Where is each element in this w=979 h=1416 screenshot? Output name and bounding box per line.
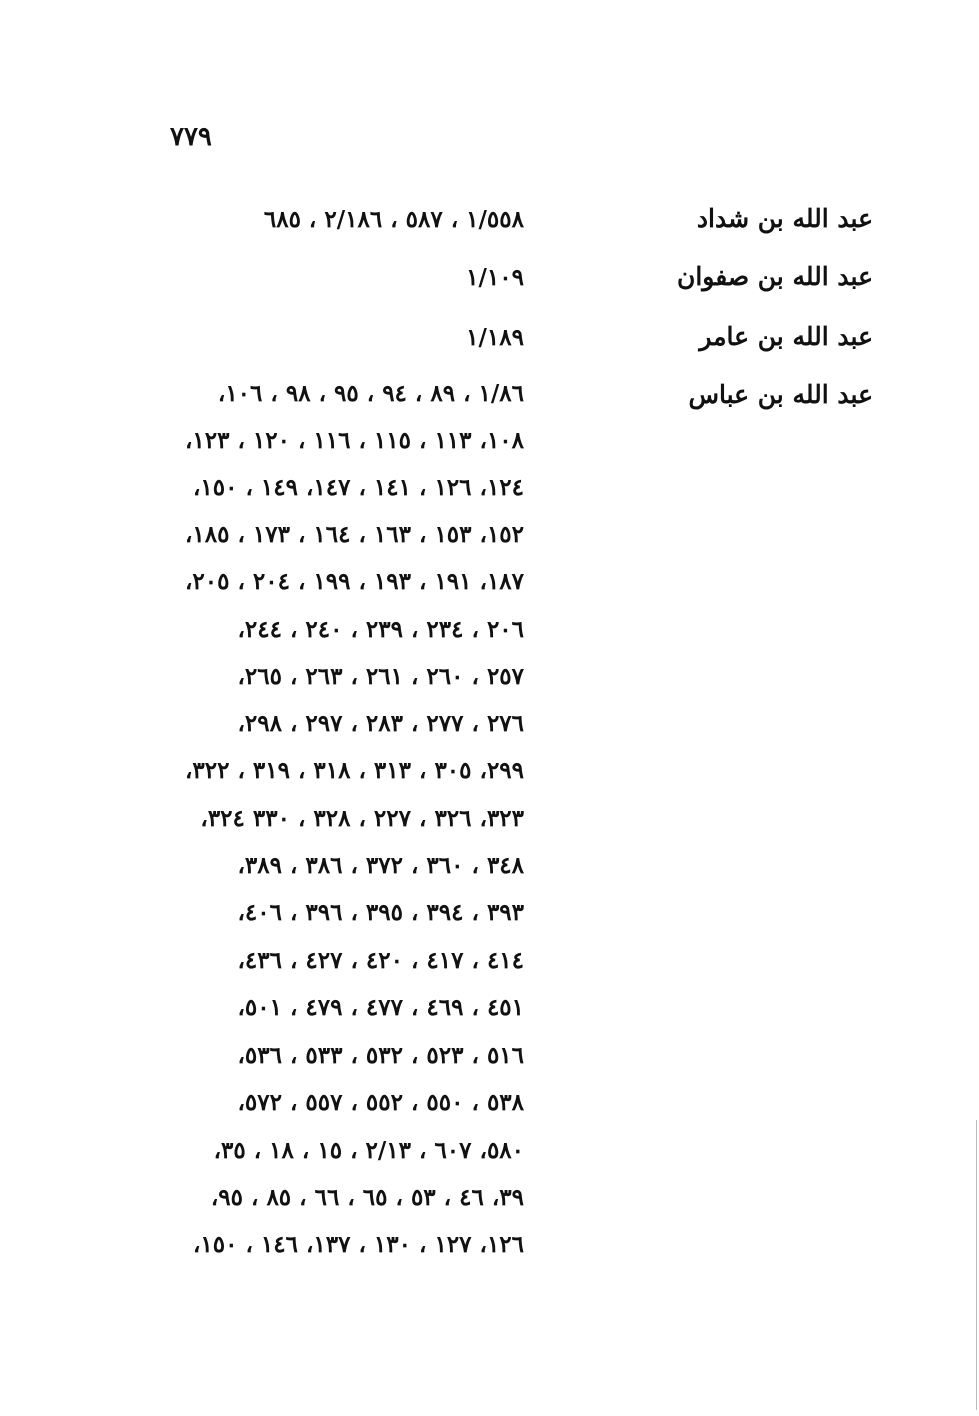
refs-line: ٥٨٠، ٦٠٧ ، ٢/١٣ ، ١٥ ، ١٨ ، ٣٥، bbox=[213, 1137, 524, 1164]
refs-line: ٢٥٧ ، ٢٦٠ ، ٢٦١ ، ٢٦٣ ، ٢٦٥، bbox=[237, 663, 524, 690]
refs-line: ٢٩٩، ٣٠٥ ، ٣١٣ ، ٣١٨ ، ٣١٩ ، ٣٢٢، bbox=[184, 757, 524, 784]
refs-line: ٢٠٦ ، ٢٣٤ ، ٢٣٩ ، ٢٤٠ ، ٢٤٤، bbox=[237, 616, 524, 643]
scan-edge-line bbox=[976, 1120, 977, 1410]
entry-name-ibn-amir: عبد الله بن عامر bbox=[699, 322, 873, 351]
entry-name-ibn-shaddad: عبد الله بن شداد bbox=[696, 204, 873, 233]
refs-line: ٤١٤ ، ٤١٧ ، ٤٢٠ ، ٤٢٧ ، ٤٣٦، bbox=[237, 947, 524, 974]
refs-line: ١٢٦، ١٢٧ ، ١٣٠ ، ١٣٧، ١٤٦ ، ١٥٠، bbox=[192, 1231, 524, 1258]
page-number: ٧٧٩ bbox=[170, 122, 212, 152]
entry-name-ibn-safwan: عبد الله بن صفوان bbox=[676, 262, 873, 291]
refs-line: ١٨٧، ١٩١ ، ١٩٣ ، ١٩٩ ، ٢٠٤ ، ٢٠٥، bbox=[184, 568, 524, 595]
refs-line: ٢٧٦ ، ٢٧٧ ، ٢٨٣ ، ٢٩٧ ، ٢٩٨، bbox=[237, 710, 524, 737]
refs-line: ٣٩٣ ، ٣٩٤ ، ٣٩٥ ، ٣٩٦ ، ٤٠٦، bbox=[237, 899, 524, 926]
refs-line: ٥١٦ ، ٥٢٣ ، ٥٣٢ ، ٥٣٣ ، ٥٣٦، bbox=[237, 1042, 524, 1069]
refs-line: ٤٥١ ، ٤٦٩ ، ٤٧٧ ، ٤٧٩ ، ٥٠١، bbox=[237, 994, 524, 1021]
refs-line: ١٠٨، ١١٣ ، ١١٥ ، ١١٦ ، ١٢٠ ، ١٢٣، bbox=[184, 427, 524, 454]
entry-refs-ibn-abbas: ١/٨٦ ، ٨٩ ، ٩٤ ، ٩٥ ، ٩٨ ، ١٠٦، bbox=[217, 380, 524, 407]
entry-refs-ibn-safwan: ١/١٠٩ bbox=[466, 264, 524, 291]
entry-refs-ibn-amir: ١/١٨٩ bbox=[466, 324, 524, 351]
refs-line: ١٥٢، ١٥٣ ، ١٦٣ ، ١٦٤ ، ١٧٣ ، ١٨٥، bbox=[184, 521, 524, 548]
refs-line: ٣٤٨ ، ٣٦٠ ، ٣٧٢ ، ٣٨٦ ، ٣٨٩، bbox=[237, 852, 524, 879]
refs-line: ١٢٤، ١٢٦ ، ١٤١ ، ١٤٧، ١٤٩ ، ١٥٠، bbox=[192, 474, 524, 501]
entry-name-ibn-abbas: عبد الله بن عباس bbox=[688, 380, 873, 409]
entry-refs-ibn-shaddad: ١/٥٥٨ ، ٥٨٧ ، ٢/١٨٦ ، ٦٨٥ bbox=[263, 206, 524, 233]
refs-line: ٣٩، ٤٦ ، ٥٣ ، ٦٥ ، ٦٦ ، ٨٥ ، ٩٥، bbox=[210, 1184, 524, 1211]
refs-line: ٣٢٣، ٣٢٦ ، ٢٢٧ ، ٣٢٨ ، ٣٣٠ ٣٢٤، bbox=[200, 805, 524, 832]
refs-line: ٥٣٨ ، ٥٥٠ ، ٥٥٢ ، ٥٥٧ ، ٥٧٢، bbox=[237, 1089, 524, 1116]
